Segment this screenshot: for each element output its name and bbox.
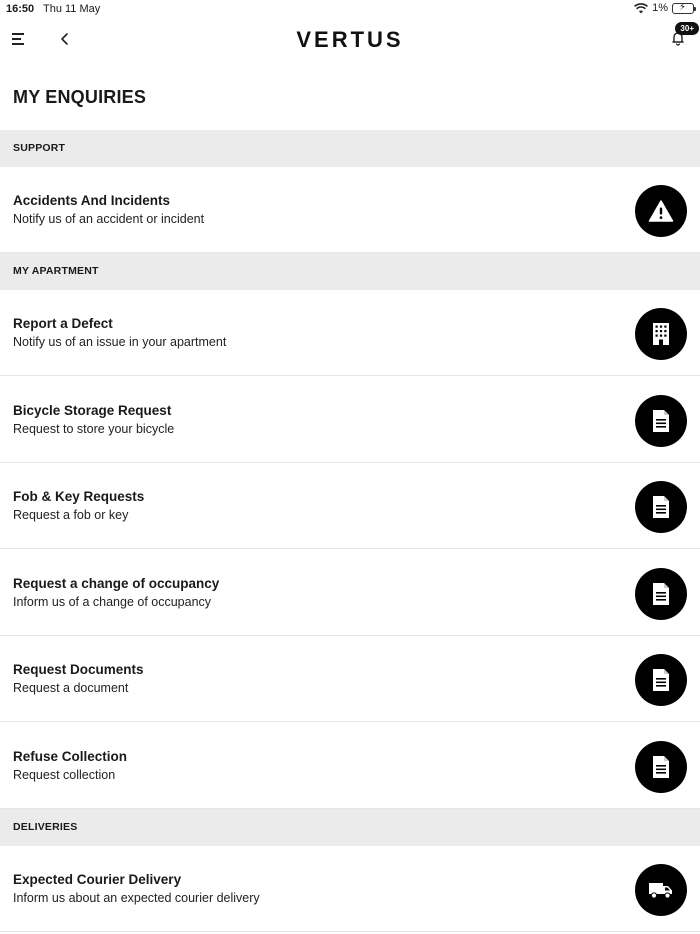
list-item-request-documents[interactable] — [0, 636, 700, 722]
list-item-accidents[interactable] — [0, 167, 700, 253]
section-label: SUPPORT — [13, 142, 66, 154]
item-subtitle: Request collection — [13, 768, 116, 782]
list-item-change-occupancy[interactable] — [0, 550, 700, 636]
building-icon — [652, 322, 670, 346]
item-subtitle: Notify us of an accident or incident — [13, 212, 205, 226]
battery-percent: 1% — [652, 2, 668, 14]
item-title: Expected Courier Delivery — [13, 872, 182, 887]
vertus-logo[interactable]: VERTUS — [296, 27, 404, 52]
section-my-apartment — [0, 253, 700, 290]
item-icon-button[interactable] — [635, 741, 687, 793]
wifi-icon — [634, 3, 648, 14]
item-icon-button[interactable] — [635, 568, 687, 620]
warning-icon — [648, 199, 674, 223]
truck-icon — [648, 880, 674, 900]
item-icon-button[interactable] — [635, 864, 687, 916]
top-nav — [0, 18, 700, 62]
item-icon-button[interactable] — [635, 481, 687, 533]
status-time: 16:50 — [6, 3, 35, 15]
item-subtitle: Notify us of an issue in your apartment — [13, 335, 227, 349]
page-title: MY ENQUIRIES — [13, 87, 147, 107]
document-icon — [651, 755, 671, 779]
item-title: Refuse Collection — [13, 749, 128, 764]
item-icon-button[interactable] — [635, 395, 687, 447]
list-item-courier-delivery[interactable] — [0, 846, 700, 932]
item-subtitle: Request to store your bicycle — [13, 422, 175, 436]
item-title: Accidents And Incidents — [13, 193, 171, 208]
section-deliveries — [0, 809, 700, 846]
list-item-bicycle-storage[interactable] — [0, 377, 700, 463]
document-icon — [651, 495, 671, 519]
battery-icon: ⚡ — [672, 3, 694, 14]
list-item-fob-key[interactable] — [0, 463, 700, 549]
status-right — [634, 2, 694, 14]
item-title: Bicycle Storage Request — [13, 403, 172, 418]
section-label: MY APARTMENT — [13, 265, 99, 277]
item-subtitle: Inform us of a change of occupancy — [13, 595, 212, 609]
status-bar — [0, 0, 700, 18]
item-title: Request Documents — [13, 662, 144, 677]
item-title: Request a change of occupancy — [13, 576, 220, 591]
status-date: Thu 11 May — [43, 3, 101, 15]
document-icon — [651, 668, 671, 692]
section-label: DELIVERIES — [13, 821, 78, 833]
document-icon — [651, 409, 671, 433]
item-subtitle: Request a fob or key — [13, 508, 129, 522]
item-subtitle: Request a document — [13, 681, 129, 695]
item-subtitle: Inform us about an expected courier delivery — [13, 891, 260, 905]
item-title: Fob & Key Requests — [13, 489, 145, 504]
list-item-refuse-collection[interactable] — [0, 723, 700, 809]
notification-badge[interactable]: 30+ — [675, 22, 699, 35]
item-icon-button[interactable] — [635, 654, 687, 706]
item-icon-button[interactable] — [635, 308, 687, 360]
section-support — [0, 130, 700, 167]
document-icon — [651, 582, 671, 606]
item-icon-button[interactable] — [635, 185, 687, 237]
list-item-report-defect[interactable] — [0, 290, 700, 376]
item-title: Report a Defect — [13, 316, 113, 331]
